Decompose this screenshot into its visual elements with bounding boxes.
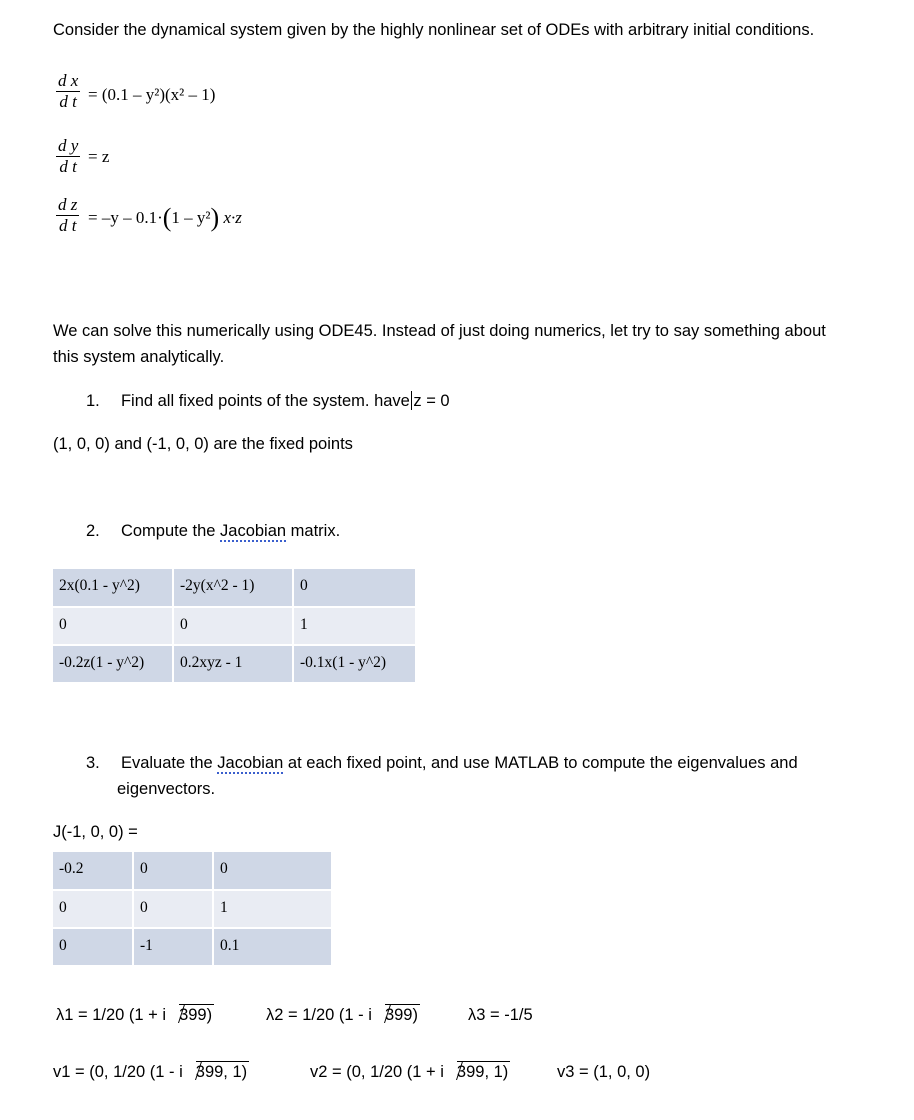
eq1-numerator: d x (58, 71, 79, 90)
table-cell: 2x(0.1 - y^2) (53, 569, 173, 607)
table-row (53, 569, 416, 607)
eq3-rhs (88, 203, 242, 233)
eq1-denominator: d t (59, 92, 77, 111)
table-cell: 0.2xyz - 1 (173, 645, 293, 683)
table-cell: 0 (213, 852, 332, 890)
equation-dz-dt-fraction (56, 196, 79, 235)
table-row (53, 645, 416, 683)
spellcheck-word-jacobian[interactable]: Jacobian (217, 754, 284, 772)
eq2-numerator: d y (58, 136, 79, 155)
table-cell: 0 (133, 852, 213, 890)
intro-text: Consider the dynamical system given by the highly nonlinear set of ODEs with arbitrary initial conditions. (53, 21, 815, 39)
table-cell: 0 (53, 607, 173, 645)
table-cell: 0 (173, 607, 293, 645)
q3-number: 3. (86, 754, 100, 772)
eigenvector-2-radicand: 399, 1) (456, 1063, 509, 1081)
q2-number: 2. (86, 522, 100, 540)
jacobian-table (53, 569, 417, 684)
eigenvalue-1-prefix: λ1 = 1/20 (1 + i (56, 1006, 167, 1024)
analysis-paragraph: We can solve this numerically using ODE45. Instead of just doing numerics, let try to say something about this system analytically. (53, 322, 826, 366)
table-row (53, 607, 416, 645)
table-cell: -0.2z(1 - y^2) (53, 645, 173, 683)
question-3 (86, 751, 798, 777)
eq3-numerator: d z (58, 195, 78, 214)
table-cell: 0 (293, 569, 416, 607)
table-cell: 0 (53, 928, 133, 966)
q3-pre: Evaluate the (120, 754, 218, 772)
eq3-rhs-c: x·z (223, 208, 242, 227)
eigenvector-2 (310, 1060, 508, 1086)
q1-number: 1. (86, 392, 100, 410)
eigenvalue-2 (266, 1003, 418, 1029)
table-row (53, 928, 332, 966)
table-cell: 1 (213, 890, 332, 928)
paren-open: ( (162, 203, 172, 232)
table-cell: 0.1 (213, 928, 332, 966)
question-2 (86, 519, 340, 545)
eigenvalue-2-prefix: λ2 = 1/20 (1 - i (266, 1006, 372, 1024)
paren-close: ) (210, 203, 220, 232)
sqrt-symbol (372, 1003, 418, 1029)
equation-dy-dt-fraction (56, 137, 80, 176)
eigenvalue-3: λ3 = -1/5 (468, 1006, 533, 1024)
answer-1: (1, 0, 0) and (-1, 0, 0) are the fixed points (53, 435, 353, 453)
eq2-rhs: = z (88, 147, 110, 166)
table-cell: 0 (133, 890, 213, 928)
table-cell: 0 (53, 890, 133, 928)
table-row (53, 852, 332, 890)
eq3-denominator: d t (58, 216, 77, 235)
table-cell: -0.2 (53, 852, 133, 890)
jacobian-eval-table (53, 852, 333, 967)
table-cell: -0.1x(1 - y^2) (293, 645, 416, 683)
eq2-denominator: d t (59, 157, 77, 176)
equation-dx-dt-fraction (56, 72, 80, 111)
table-cell: -2y(x^2 - 1) (173, 569, 293, 607)
eigenvector-1 (53, 1060, 247, 1086)
sqrt-symbol (183, 1060, 247, 1086)
eigenvector-1-radicand: 399, 1) (195, 1063, 248, 1081)
table-cell: -1 (133, 928, 213, 966)
eq3-rhs-b: 1 – y² (171, 208, 211, 227)
question-3-line-2: eigenvectors. (117, 780, 216, 798)
q3-post: at each fixed point, and use MATLAB to compute the eigenvalues and (283, 754, 798, 772)
sqrt-symbol (444, 1060, 508, 1086)
q2-pre: Compute the (120, 522, 221, 540)
eigenvalue-1-radicand: 399) (179, 1006, 213, 1024)
eigenvector-1-prefix: v1 = (0, 1/20 (1 - i (53, 1063, 183, 1081)
q1-after[interactable]: z = 0 (413, 392, 450, 410)
eigenvalue-1 (56, 1003, 212, 1029)
q2-post: matrix. (286, 522, 341, 540)
eigenvector-3: v3 = (1, 0, 0) (557, 1063, 651, 1081)
table-row (53, 890, 332, 928)
q1-text: Find all fixed points of the system. have (120, 392, 410, 410)
table-cell: 1 (293, 607, 416, 645)
eigenvector-2-prefix: v2 = (0, 1/20 (1 + i (310, 1063, 444, 1081)
sqrt-symbol (166, 1003, 212, 1029)
question-1 (86, 389, 450, 415)
eigenvalue-2-radicand: 399) (384, 1006, 418, 1024)
jacobian-eval-label: J(-1, 0, 0) = (53, 823, 138, 841)
eq3-rhs-a: = –y – 0.1· (88, 208, 163, 227)
eq1-rhs: = (0.1 – y²)(x² – 1) (88, 85, 216, 104)
spellcheck-word-jacobian[interactable]: Jacobian (220, 522, 287, 540)
